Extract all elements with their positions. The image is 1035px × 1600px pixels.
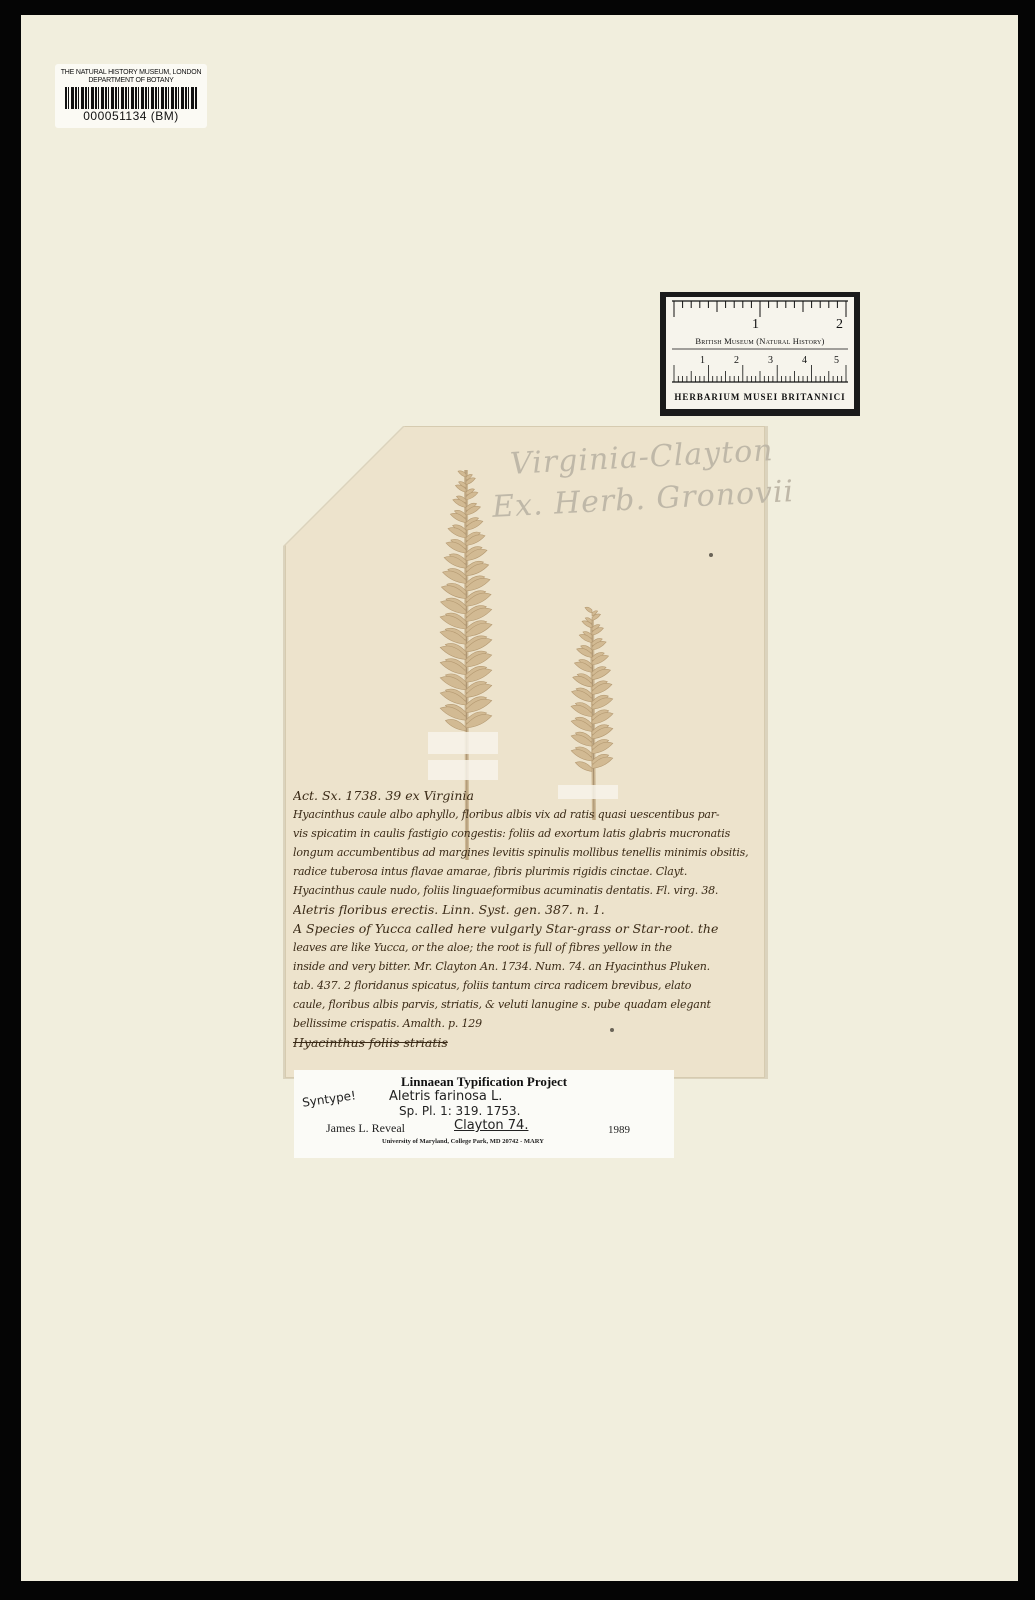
note-line: radice tuberosa intus flavae amarae, fibris plurimis rigidis cinctae. Clayt. — [293, 865, 688, 878]
stamp-virginia-clayton: Virginia-Clayton — [509, 433, 775, 482]
plant-flowers — [440, 471, 613, 772]
scale-top-number-1: 1 — [752, 317, 759, 332]
flower-bract — [575, 762, 592, 772]
note-line: Aletris floribus erectis. Linn. Syst. gen. 387. n. 1. — [293, 902, 605, 917]
determination-label — [294, 1070, 674, 1158]
note-line: tab. 437. 2 floridanus spicatus, foliis tantum circa radicem brevibus, elato — [293, 979, 692, 992]
note-line: Hyacinthus caule albo aphyllo, floribus albis vix ad ratis quasi uescentibus par- — [293, 808, 720, 821]
flower-bract — [445, 719, 466, 730]
note-line: vis spicatim in caulis fastigio congestis: foliis ad exortum latis glabris mucronatis — [293, 827, 731, 840]
det-title: Linnaean Typification Project — [400, 1074, 568, 1089]
mounting-tape — [428, 732, 498, 754]
scale-bottom-number-3: 3 — [768, 355, 773, 366]
det-year: 1989 — [608, 1124, 630, 1136]
note-line-struck: Hyacinthus foliis striatis — [293, 1035, 448, 1050]
specimen-number: 000051134 (BM) — [83, 109, 179, 123]
scale-footer: HERBARIUM MUSEI BRITANNICI — [674, 392, 846, 402]
museum-barcode-label — [55, 64, 207, 128]
scale-bar-face — [666, 297, 854, 409]
scale-bottom-number-2: 2 — [734, 355, 739, 366]
note-line: caule, floribus albis parvis, striatis, & veluti lanugine s. pube quadam elegant — [293, 998, 711, 1011]
note-line: longum accumbentibus ad margines levitis spinulis mollibus tenellis minimis obsitis, — [293, 846, 749, 859]
mounting-tape — [428, 760, 498, 780]
det-status: Syntype! — [301, 1088, 357, 1110]
note-line: Act. Sx. 1738. 39 ex Virginia — [293, 788, 474, 803]
handwritten-notes — [293, 786, 763, 1052]
scale-bar-card — [660, 292, 860, 416]
museum-name: THE NATURAL HISTORY MUSEUM, LONDON — [60, 69, 202, 76]
det-address: University of Maryland, College Park, MD 20742 - MARY — [382, 1138, 544, 1145]
scale-top-number-2: 2 — [836, 317, 843, 332]
note-line: bellissime crispatis. Amalth. p. 129 — [293, 1017, 482, 1030]
scale-bottom-number-4: 4 — [802, 355, 807, 366]
note-line: Hyacinthus caule nudo, foliis linguaeformibus acuminatis dentatis. Fl. virg. 38. — [293, 884, 719, 897]
flower-bract — [585, 607, 592, 613]
note-line: A Species of Yucca called here vulgarly Star-grass or Star-root. the — [293, 921, 719, 936]
note-line: inside and very bitter. Mr. Clayton An. 1734. Num. 74. an Hyacinthus Pluken. — [293, 960, 710, 973]
note-line: leaves are like Yucca, or the aloe; the root is full of fibres yellow in the — [293, 941, 672, 954]
scale-bottom-number-5: 5 — [834, 355, 839, 366]
barcode — [65, 87, 197, 109]
scale-title: British Museum (Natural History) — [695, 336, 825, 346]
det-taxon-name: Aletris farinosa L. — [389, 1089, 503, 1104]
stamp-ex-herb-gronovii: Ex. Herb. Gronovii — [491, 474, 796, 525]
sheet-mark — [709, 553, 713, 557]
scale-bottom-number-1: 1 — [700, 355, 705, 366]
det-reference: Sp. Pl. 1: 319. 1753. — [399, 1104, 521, 1118]
det-collection: Clayton 74. — [454, 1118, 529, 1133]
det-determiner: James L. Reveal — [326, 1121, 405, 1135]
department-name: DEPARTMENT OF BOTANY — [88, 77, 174, 84]
